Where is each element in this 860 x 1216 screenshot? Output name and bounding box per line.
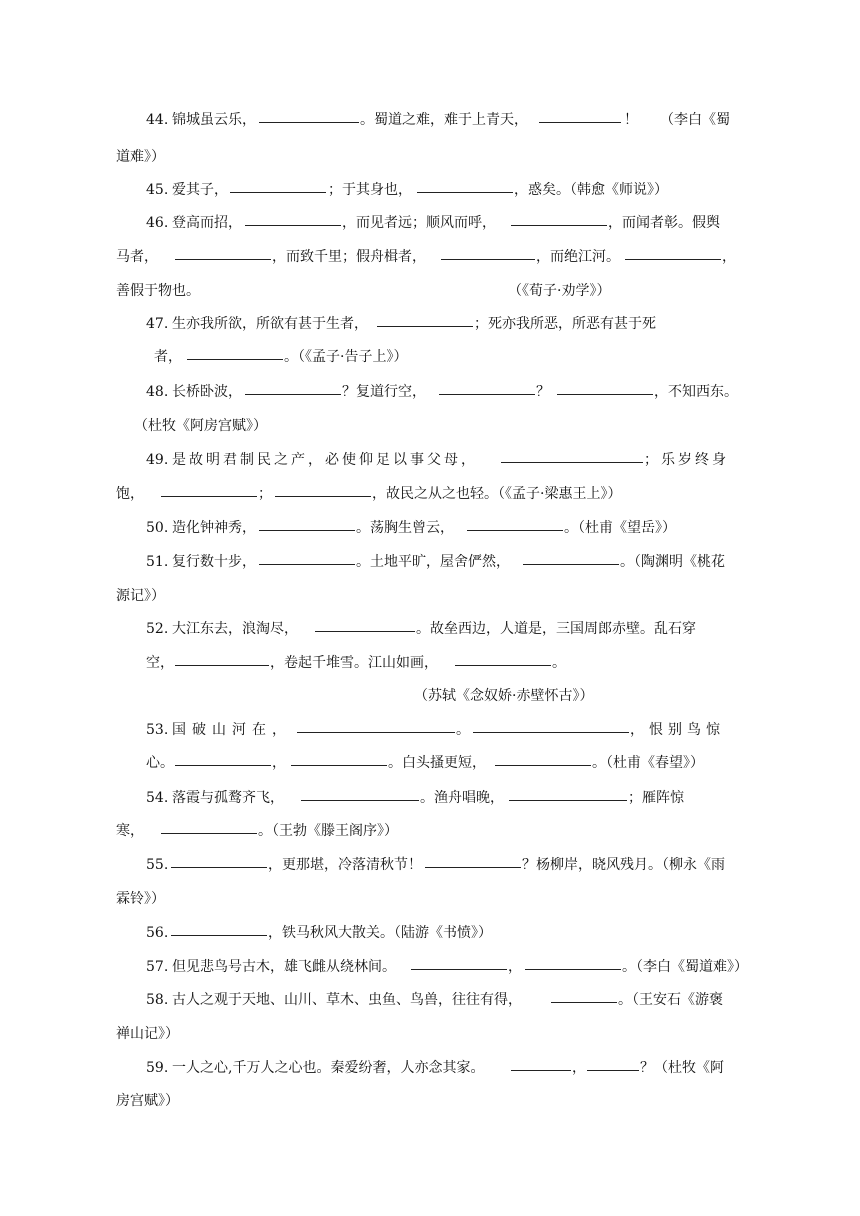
q45-text: 爱其子， (172, 182, 228, 198)
q48-source: （杜牧《阿房宫赋》） (134, 418, 267, 434)
q56-blank-1[interactable] (171, 921, 267, 936)
q53-text: ， (272, 755, 286, 771)
q54-text: 。（王勃《滕王阁序》） (258, 823, 398, 839)
q53-number: 53. (146, 722, 169, 738)
q48-text: ？复道行空， (342, 384, 426, 400)
q53-blank-4[interactable] (291, 751, 387, 766)
q44-source: （李白《蜀 (660, 112, 730, 128)
q47-blank-1[interactable] (377, 312, 473, 327)
q50-blank-1[interactable] (259, 516, 355, 531)
q59-text: ， (572, 1060, 586, 1076)
q46-blank-3[interactable] (175, 245, 271, 260)
q51-line-1 (0, 550, 860, 574)
q48-text: ？ (536, 384, 550, 400)
q52-line-3 (0, 684, 860, 708)
q53-text: 。（杜甫《春望》） (592, 755, 704, 771)
q53-line-2 (0, 751, 860, 775)
q53-blank-5[interactable] (495, 751, 591, 766)
q59-text: ？（杜牧《阿 (640, 1060, 724, 1076)
q59-blank-1[interactable] (511, 1056, 571, 1071)
q46-text: ，而致千里；假舟楫者， (272, 249, 426, 265)
q58-blank-1[interactable] (551, 988, 617, 1003)
q44-text: 。蜀道之难，难于上青天， (360, 112, 528, 128)
q47-text: ；死亦我所恶，所恶有甚于死 (474, 316, 656, 332)
q46-line-2 (0, 245, 860, 269)
q46-line-3 (0, 279, 860, 303)
q57-number: 57. (146, 959, 169, 975)
q47-text: 者， (154, 349, 182, 365)
q52-blank-2[interactable] (175, 651, 269, 666)
q50-number: 50. (146, 520, 169, 536)
q51-number: 51. (146, 554, 169, 570)
q54-blank-1[interactable] (301, 786, 419, 801)
q53-blank-2[interactable] (473, 718, 629, 733)
q45-number: 45. (146, 182, 169, 198)
q46-blank-1[interactable] (245, 211, 341, 226)
q55-text: 霖铃》） (116, 891, 165, 907)
q55-blank-2[interactable] (425, 853, 521, 868)
q46-text: 登高而招， (172, 215, 242, 231)
q54-text: 寒， (116, 823, 144, 839)
q50-text: 。（杜甫《望岳》） (564, 520, 676, 536)
q55-line-1 (0, 853, 860, 877)
q49-line-2 (0, 482, 860, 506)
q56-line-1 (0, 921, 860, 945)
q56-number: 56. (146, 925, 169, 941)
q59-text: 一人之心,千万人之心也。秦爱纷奢，人亦念其家。 (172, 1060, 485, 1076)
q46-blank-5[interactable] (625, 245, 721, 260)
q48-line-1 (0, 380, 860, 404)
q49-blank-2[interactable] (161, 482, 257, 497)
q55-text: ？杨柳岸，晓风残月。（柳永《雨 (522, 857, 725, 873)
q48-number: 48. (146, 384, 169, 400)
q51-text: 源记》） (116, 588, 165, 604)
q44-text: 锦城虽云乐， (172, 112, 256, 128)
q54-line-1 (0, 786, 860, 810)
q57-blank-2[interactable] (525, 955, 621, 970)
q57-text: ， (508, 959, 522, 975)
q51-line-2 (0, 584, 860, 608)
q49-text: ，故民之从之也轻。（《孟子·梁惠王上》） (372, 486, 622, 502)
q48-text: 长桥卧波， (172, 384, 242, 400)
q44-line-1 (0, 108, 860, 132)
q57-blank-1[interactable] (411, 955, 507, 970)
q51-blank-1[interactable] (259, 550, 355, 565)
q49-text: ；乐岁终身 (644, 452, 729, 468)
q59-blank-2[interactable] (587, 1056, 639, 1071)
q54-number: 54. (146, 790, 169, 806)
q53-text: 国破山河在， (172, 722, 292, 738)
q46-text: ， (722, 249, 736, 265)
q46-text: 马者， (116, 249, 158, 265)
q46-text: ，而闻者彰。假舆 (608, 215, 720, 231)
q51-blank-2[interactable] (523, 550, 619, 565)
q52-line-1 (0, 617, 860, 641)
q58-text: 。（王安石《游褒 (618, 992, 723, 1008)
q45-line-1 (0, 178, 860, 202)
q55-number: 55. (146, 857, 169, 873)
q59-number: 59. (146, 1060, 169, 1076)
q52-line-2 (0, 651, 860, 675)
q48-blank-3[interactable] (557, 380, 653, 395)
q49-text: ； (258, 486, 272, 502)
q58-text: 古人之观于天地、山川、草木、虫鱼、鸟兽，往往有得， (172, 992, 522, 1008)
q54-blank-3[interactable] (161, 819, 257, 834)
q44-line-2 (0, 145, 860, 169)
q48-blank-2[interactable] (439, 380, 535, 395)
q44-number: 44. (146, 112, 169, 128)
q49-line-1 (0, 448, 860, 472)
q48-line-2 (0, 414, 860, 438)
q52-text: 空， (146, 655, 174, 671)
q45-text: ；于其身也， (328, 182, 412, 198)
q45-text: ，惑矣。（韩愈《师说》） (514, 182, 668, 198)
q46-text: ，而绝江河。 (536, 249, 620, 265)
q53-text: ，恨别鸟惊 (630, 722, 725, 738)
q55-blank-1[interactable] (171, 853, 267, 868)
q52-blank-1[interactable] (315, 617, 415, 632)
q44-blank-1[interactable] (259, 108, 359, 123)
q54-line-2 (0, 819, 860, 843)
q46-text: 善假于物也。 (116, 283, 200, 299)
q53-text: 心。 (146, 755, 174, 771)
q53-blank-1[interactable] (297, 718, 455, 733)
q44-text: ！ (624, 112, 638, 128)
q54-text: ；雁阵惊 (628, 790, 684, 806)
q47-text: 生亦我所欲，所欲有甚于生者， (172, 316, 368, 332)
q50-blank-2[interactable] (467, 516, 563, 531)
q49-blank-1[interactable] (501, 448, 643, 463)
q53-blank-3[interactable] (175, 751, 271, 766)
q50-text: 造化钟神秀， (172, 520, 256, 536)
q52-text: 。 (552, 655, 566, 671)
q51-text: 复行数十步， (172, 554, 256, 570)
q57-text: 但见悲鸟号古木，雄飞雌从绕林间。 (172, 959, 396, 975)
q47-text: 。（《孟子·告子上》） (284, 349, 408, 365)
q52-text: 大江东去，浪淘尽， (172, 621, 298, 637)
q48-blank-1[interactable] (245, 380, 341, 395)
q46-line-1 (0, 211, 860, 235)
q54-blank-2[interactable] (509, 786, 627, 801)
q52-source: （苏轼《念奴娇·赤壁怀古》） (414, 688, 594, 704)
q50-line-1 (0, 516, 860, 540)
q47-line-1 (0, 312, 860, 336)
q47-line-2 (0, 345, 860, 369)
q59-text: 房宫赋》） (116, 1093, 179, 1109)
q52-number: 52. (146, 621, 169, 637)
q53-text: 。白头搔更短， (388, 755, 486, 771)
q52-text: 。故垒西边，人道是，三国周郎赤壁。乱石穿 (416, 621, 696, 637)
q59-line-2 (0, 1089, 860, 1113)
q47-number: 47. (146, 316, 169, 332)
q54-text: 落霞与孤鹜齐飞， (172, 790, 284, 806)
q46-text: ，而见者远；顺风而呼， (342, 215, 496, 231)
q55-line-2 (0, 887, 860, 911)
q49-text: 饱， (116, 486, 144, 502)
q49-text: 是故明君制民之产，必使仰足以事父母， (172, 452, 478, 468)
q50-text: 。荡胸生曾云， (356, 520, 454, 536)
q58-line-1 (0, 988, 860, 1012)
q45-blank-1[interactable] (230, 178, 326, 193)
q52-text: ，卷起千堆雪。江山如画， (270, 655, 438, 671)
q49-blank-3[interactable] (275, 482, 371, 497)
q49-number: 49. (146, 452, 169, 468)
q56-text: ，铁马秋风大散关。（陆游《书愤》） (268, 925, 492, 941)
q46-blank-4[interactable] (441, 245, 535, 260)
q58-number: 58. (146, 992, 169, 1008)
q54-text: 。渔舟唱晚， (420, 790, 504, 806)
q44-source: 道难》） (116, 149, 165, 165)
q57-text: 。（李白《蜀道难》） (622, 959, 748, 975)
q46-number: 46. (146, 215, 169, 231)
q46-blank-2[interactable] (511, 211, 607, 226)
q51-text: 。土地平旷，屋舍俨然， (356, 554, 510, 570)
q57-line-1 (0, 955, 860, 979)
q45-blank-2[interactable] (417, 178, 513, 193)
q52-blank-3[interactable] (455, 651, 551, 666)
q53-text: 。 (456, 722, 470, 738)
q53-line-1 (0, 718, 860, 742)
q55-text: ，更那堪，冷落清秋节！ (268, 857, 422, 873)
q47-blank-2[interactable] (187, 345, 283, 360)
q58-line-2 (0, 1022, 860, 1046)
q44-blank-2[interactable] (539, 108, 621, 123)
q46-source: （《荀子·劝学》） (508, 283, 611, 299)
q48-text: ，不知西东。 (654, 384, 738, 400)
q58-text: 禅山记》） (116, 1026, 179, 1042)
q51-text: 。（陶渊明《桃花 (620, 554, 725, 570)
q59-line-1 (0, 1056, 860, 1080)
